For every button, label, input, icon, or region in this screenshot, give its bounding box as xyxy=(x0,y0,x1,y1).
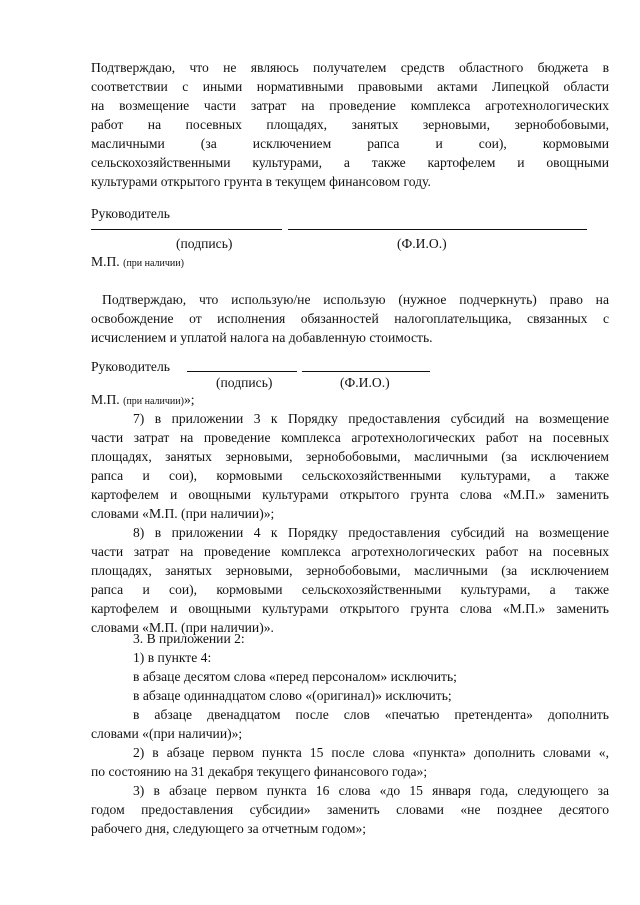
item7-line-5: картофелем и овощными культурами открытого грунта слова «М.П.» заменить xyxy=(91,487,609,502)
section3-p4-11: в абзаце одиннадцатом слово «(оригинал)» исключить; xyxy=(133,688,452,703)
section3-heading: 3. В приложении 2: xyxy=(133,631,245,646)
block1-line-3: на возмещение части затрат на проведение комплекса агротехнологических xyxy=(91,98,609,113)
item8-line-1: 8) в приложении 4 к Порядку предоставления субсидий на возмещение xyxy=(133,525,609,540)
block1-line-2: соответствии с иными нормативными правовыми актами Липецкой области xyxy=(91,79,609,94)
section3-p4: 1) в пункте 4: xyxy=(133,650,212,665)
section3-p16-line-3: рабочего дня, следующего за отчетным годом»; xyxy=(91,821,367,836)
item7-line-4: рапса и сои), кормовыми сельскохозяйственными культурами, а также xyxy=(91,468,609,483)
section3-p16-line-2: годом предоставления субсидии» заменить словами «не позднее десятого xyxy=(91,802,609,817)
item8-line-5: картофелем и овощными культурами открытого грунта слова «М.П.» заменить xyxy=(91,601,609,616)
block1-stamp xyxy=(91,252,184,273)
item7-line-2: части затрат на проведение комплекса агротехнологических работ на посевных xyxy=(91,430,609,445)
block1-line-7: культурами открытого грунта в текущем финансовом году. xyxy=(91,174,431,189)
block2-stamp xyxy=(91,390,195,411)
item8-line-2: части затрат на проведение комплекса агротехнологических работ на посевных xyxy=(91,544,609,559)
block1-signer: Руководитель xyxy=(91,206,170,221)
block2-line-3: исчислением и уплатой налога на добавленную стоимость. xyxy=(91,330,433,345)
block1-fio-line xyxy=(288,229,587,230)
block1-signature-label: (подпись) xyxy=(176,236,233,251)
section3-p4-12-line-1: в абзаце двенадцатом после слов «печатью претендента» дополнить xyxy=(133,707,609,722)
block1-line-1: Подтверждаю, что не являюсь получателем средств областного бюджета в xyxy=(91,60,609,75)
block2-signature-line xyxy=(187,371,297,372)
item8-line-4: рапса и сои), кормовыми сельскохозяйственными культурами, а также xyxy=(91,582,609,597)
item7-line-1: 7) в приложении 3 к Порядку предоставления субсидий на возмещение xyxy=(133,411,609,426)
block2-fio-line xyxy=(302,371,430,372)
block1-stamp-note: (при наличии) xyxy=(123,258,184,269)
section3-p4-12-line-2: словами «(при наличии)»; xyxy=(91,726,243,741)
section3-p15-line-1: 2) в абзаце первом пункта 15 после слова «пункта» дополнить словами «, xyxy=(133,745,609,760)
block1-line-4: работ на посевных площадях, занятых зерновыми, зернобобовыми, xyxy=(91,117,609,132)
block1-line-5: масличными (за исключением рапса и сои), кормовыми xyxy=(91,136,609,151)
item8-line-3: площадях, занятых зерновыми, зернобобовыми, масличными (за исключением xyxy=(91,563,609,578)
block1-stamp-text: М.П. xyxy=(91,254,120,269)
block2-stamp-tail: »; xyxy=(183,392,195,407)
section3-p16-line-1: 3) в абзаце первом пункта 16 слова «до 15 января года, следующего за xyxy=(133,783,609,798)
block2-line-2: освобождение от исполнения обязанностей налогоплательщика, связанных с xyxy=(91,311,609,326)
block1-fio-label: (Ф.И.О.) xyxy=(397,236,447,251)
block2-stamp-text: М.П. xyxy=(91,392,120,407)
block1-signature-line xyxy=(91,229,282,230)
item7-line-3: площадях, занятых зерновыми, зернобобовыми, масличными (за исключением xyxy=(91,449,609,464)
block2-line-1: Подтверждаю, что использую/не использую (нужное подчеркнуть) право на xyxy=(102,292,609,307)
block2-stamp-note: (при наличии) xyxy=(123,396,184,407)
section3-p4-10: в абзаце десятом слова «перед персоналом» исключить; xyxy=(133,669,457,684)
item7-line-6: словами «М.П. (при наличии)»; xyxy=(91,506,275,521)
block1-line-6: сельскохозяйственными культурами, а также картофелем и овощными xyxy=(91,155,609,170)
block2-signature-label: (подпись) xyxy=(216,375,273,390)
section3-p15-line-2: по состоянию на 31 декабря текущего финансового года»; xyxy=(91,764,428,779)
block2-signer: Руководитель xyxy=(91,359,170,374)
block2-fio-label: (Ф.И.О.) xyxy=(340,375,390,390)
item8-line-6: словами «М.П. (при наличии)». xyxy=(91,620,274,635)
